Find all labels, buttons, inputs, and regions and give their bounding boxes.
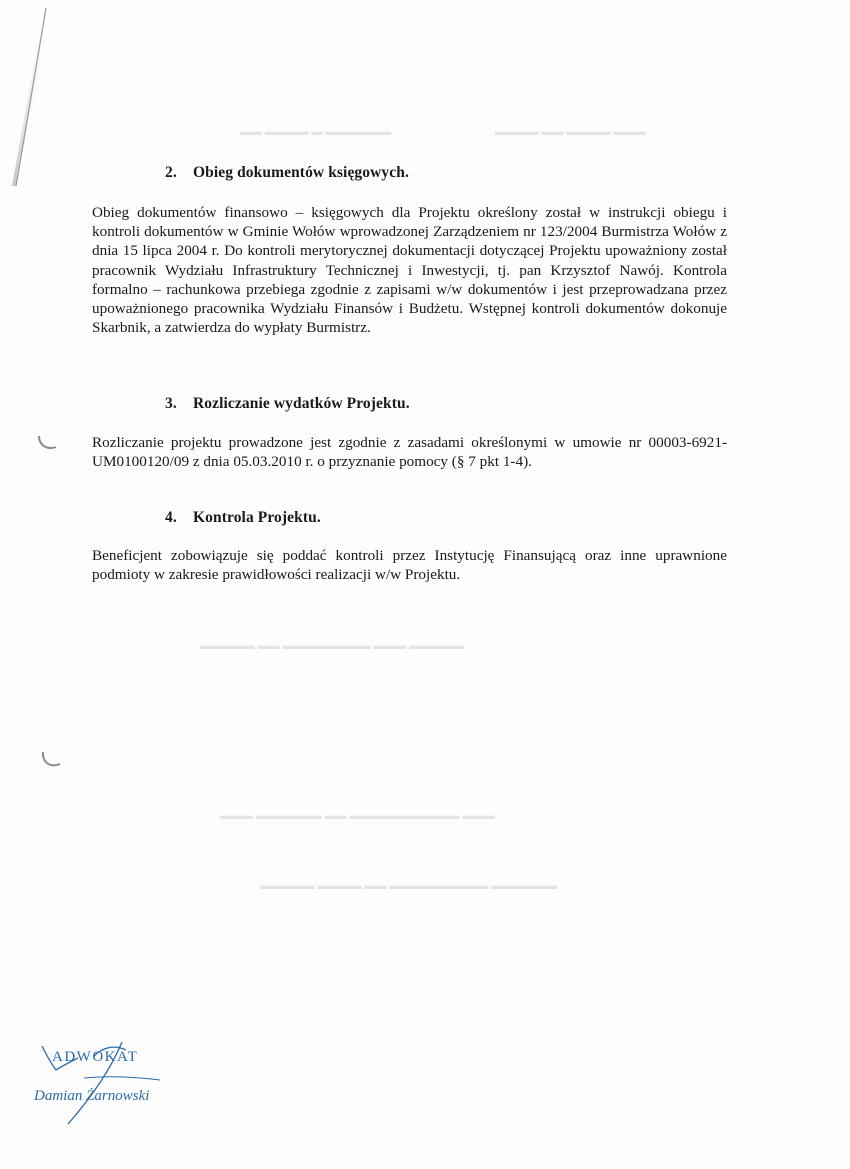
section-body	[92, 433, 727, 471]
show-through-text: ▬▬▬▬▬ ▬▬ ▬▬▬▬▬▬▬▬ ▬▬▬ ▬▬▬▬▬	[200, 640, 464, 652]
stamp-title: ADWOKAT	[52, 1049, 139, 1065]
section-heading	[165, 395, 410, 413]
section-paragraph: Obieg dokumentów finansowo – księgowych dla Projektu określony został w instrukcji obiegu i kontroli dokumentów w Gminie Wołów wprowadzonej Zarządzeniem nr 123/2004 Burmistrza Wołów z dnia 15 lipca 2004 r. Do kontroli merytorycznej dokumentacji dotyczącej Projektu upoważniony został pracownik Wydziału Infrastruktury Technicznej i Inwestycji, tj. pan Krzysztof Nawój. Kontrola formalno – rachunkowa przebiega zgodnie z zapisami w/w dokumentów i jest przeprowadzana przez upoważnionego pracownika Wydziału Finansów i Budżetu. Wstępnej kontroli dokumentów dokonuje Skarbnik, a zatwierdza do wypłaty Burmistrz.	[92, 204, 727, 337]
show-through-text: ▬▬▬ ▬▬▬▬▬▬ ▬▬ ▬▬▬▬▬▬▬▬▬▬ ▬▬▬	[220, 810, 495, 822]
punch-hole-mark	[34, 428, 60, 454]
section-paragraph: Rozliczanie projektu prowadzone jest zgodnie z zasadami określonymi w umowie nr 00003-6921-UM0100120/09 z dnia 05.03.2010 r. o przyznanie pomocy (§ 7 pkt 1-4).	[92, 434, 727, 471]
section-body	[92, 546, 727, 584]
signature-mark	[32, 1036, 202, 1126]
section-title: Rozliczanie wydatków Projektu.	[193, 395, 410, 412]
section-number: 2.	[165, 164, 177, 181]
show-through-text: ▬▬▬▬▬ ▬▬▬▬ ▬▬ ▬▬▬▬▬▬▬▬▬ ▬▬▬▬▬▬	[260, 880, 557, 892]
section-body	[92, 203, 727, 337]
section-heading	[165, 164, 409, 182]
section-heading	[165, 509, 321, 527]
scan-edge-shadow	[10, 8, 50, 188]
section-paragraph: Beneficjent zobowiązuje się poddać kontroli przez Instytucję Finansującą oraz inne uprawnione podmioty w zakresie prawidłowości realizacji w/w Projektu.	[92, 547, 727, 584]
show-through-text: ▬▬ ▬▬▬▬ ▬ ▬▬▬▬▬▬	[240, 126, 392, 138]
stamp-name: Damian Żarnowski	[34, 1088, 150, 1104]
punch-hole-mark	[38, 746, 64, 772]
section-title: Kontrola Projektu.	[193, 509, 321, 526]
section-title: Obieg dokumentów księgowych.	[193, 164, 409, 181]
section-number: 3.	[165, 395, 177, 412]
section-number: 4.	[165, 509, 177, 526]
show-through-text: ▬▬▬▬ ▬▬ ▬▬▬▬ ▬▬▬	[495, 126, 647, 138]
